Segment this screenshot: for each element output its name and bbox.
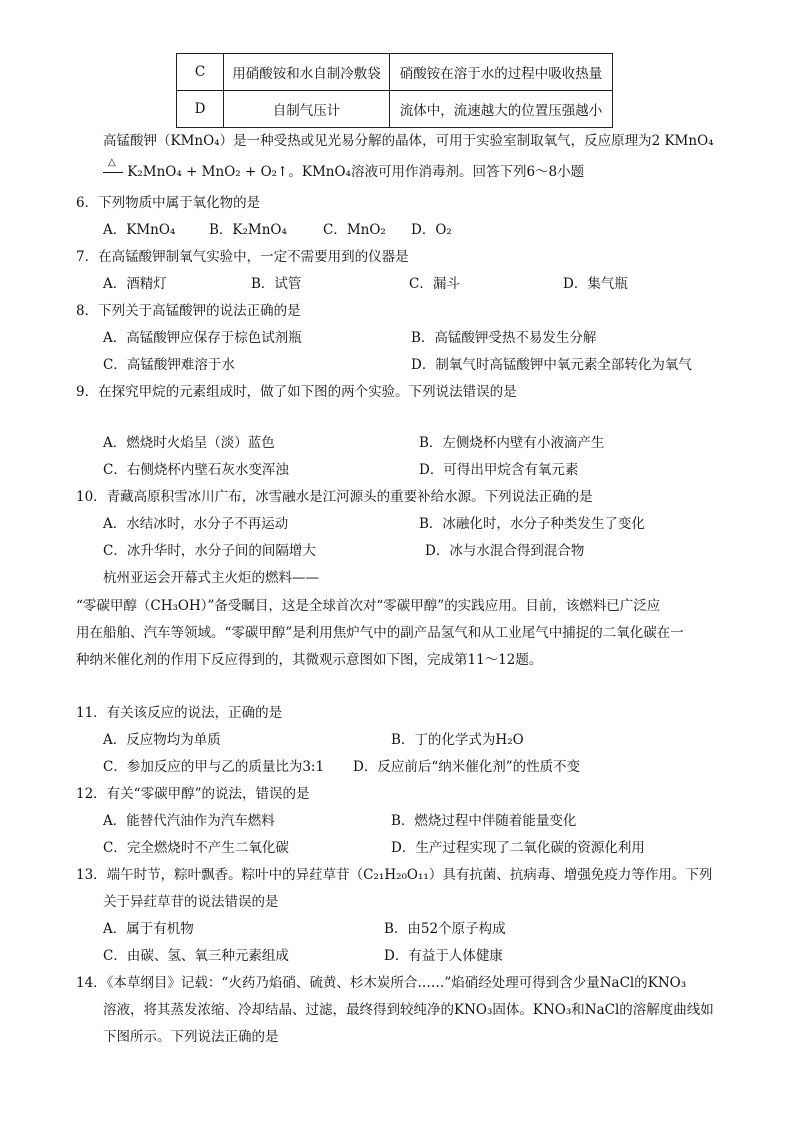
question-9-option-d: D．可得出甲烷含有氧元素 <box>419 462 579 478</box>
question-13-option-a: A．属于有机物 <box>103 921 194 937</box>
question-9-stem: 9．在探究甲烷的元素组成时，做了如下图的两个实验。下列说法错误的是 <box>76 384 517 400</box>
question-7-stem: 7．在高锰酸钾制氧气实验中，一定不需要用到的仪器是 <box>76 249 409 265</box>
table-row <box>177 91 613 128</box>
question-7-option-b: B．试管 <box>251 276 302 292</box>
question-6-option-a: A．KMnO₄ <box>103 222 176 238</box>
question-8-option-a: A．高锰酸钾应保存于棕色试剂瓶 <box>103 330 302 346</box>
question-9-option-c: C．右侧烧杯内壁石灰水变浑浊 <box>103 462 289 478</box>
question-6-option-b: B．K₂MnO₄ <box>209 222 287 238</box>
question-7-option-d: D．集气瓶 <box>563 276 628 292</box>
question-10-option-d: D．冰与水混合得到混合物 <box>425 543 585 559</box>
table-cell-label: C <box>177 54 224 91</box>
heating-condition-mark: △ <box>103 162 123 182</box>
table-cell-item: 用硝酸铵和水自制冷敷袋 <box>224 54 390 91</box>
kmno4-intro-line2-text: K₂MnO₄ + MnO₂ + O₂↑。KMnO₄溶液可用作消毒剂。回答下列6～8小题 <box>127 164 585 180</box>
table-cell-label: D <box>177 91 224 128</box>
table-cell-reason: 流体中，流速越大的位置压强越小 <box>390 91 613 128</box>
question-10-stem: 10．青藏高原积雪冰川广布，冰雪融水是江河源头的重要补给水源。下列说法正确的是 <box>76 489 593 505</box>
question-7-option-a: A．酒精灯 <box>103 276 167 292</box>
question-8-option-c: C．高锰酸钾难溶于水 <box>103 357 235 373</box>
question-8-option-d: D．制氧气时高锰酸钾中氧元素全部转化为氧气 <box>411 357 692 373</box>
question-13-option-b: B．由52个原子构成 <box>384 921 506 937</box>
question-14-stem-line1: 14．《本草纲目》记载：“火药乃焰硝、硫黄、杉木炭所合……”焰硝经处理可得到含少量NaCl的KNO₃ <box>76 975 687 991</box>
question-6-stem: 6．下列物质中属于氧化物的是 <box>76 195 261 211</box>
question-7-option-c: C．漏斗 <box>409 276 460 292</box>
question-14-stem-line3: 下图所示。下列说法正确的是 <box>103 1029 279 1045</box>
question-10-option-b: B．冰融化时，水分子种类发生了变化 <box>419 516 645 532</box>
table-cell-item: 自制气压计 <box>224 91 390 128</box>
question-11-stem: 11．有关该反应的说法，正确的是 <box>76 705 283 721</box>
kmno4-intro-line2 <box>103 157 585 182</box>
question-12-option-b: B．燃烧过程中伴随着能量变化 <box>391 813 577 829</box>
question-10-option-a: A．水结冰时，水分子不再运动 <box>103 516 289 532</box>
table-cell-reason: 硝酸铵在溶于水的过程中吸收热量 <box>390 54 613 91</box>
question-12-stem: 12．有关“零碳甲醇”的说法，错误的是 <box>76 786 310 802</box>
question-12-option-c: C．完全燃烧时不产生二氧化碳 <box>103 840 289 856</box>
question-12-option-a: A．能替代汽油作为汽车燃料 <box>103 813 275 829</box>
question-13-option-c: C．由碳、氢、氧三种元素组成 <box>103 948 289 964</box>
question-13-stem-line1: 13．端午时节，粽叶飘香。粽叶中的异荭草苷（C₂₁H₂₀O₁₁）具有抗菌、抗病毒、增强免疫力等作用。下列 <box>76 867 713 883</box>
question-11-option-d: D．反应前后“纳米催化剂”的性质不变 <box>353 759 581 775</box>
option-table <box>176 53 613 128</box>
question-9-option-a: A．燃烧时火焰呈（淡）蓝色 <box>103 435 275 451</box>
question-13-option-d: D．有益于人体健康 <box>384 948 503 964</box>
question-6-option-d: D．O₂ <box>411 222 452 238</box>
question-11-option-a: A．反应物均为单质 <box>103 732 221 748</box>
kmno4-intro-line1: 高锰酸钾（KMnO₄）是一种受热或见光易分解的晶体，可用于实验室制取氧气，反应原理为2 KMnO₄ <box>103 133 714 149</box>
question-9-option-b: B．左侧烧杯内壁有小液滴产生 <box>419 435 605 451</box>
question-13-stem-line2: 关于异荭草苷的说法错误的是 <box>103 894 279 910</box>
question-8-option-b: B．高锰酸钾受热不易发生分解 <box>411 330 597 346</box>
question-14-stem-line2: 溶液，将其蒸发浓缩、冷却结晶、过滤，最终得到较纯净的KNO₃固体。KNO₃和NaCl的溶解度曲线如 <box>103 1002 714 1018</box>
question-12-option-d: D．生产过程实现了二氧化碳的资源化利用 <box>391 840 645 856</box>
question-11-option-c: C．参加反应的甲与乙的质量比为3:1 <box>103 759 325 775</box>
methanol-intro-line2: “零碳甲醇（CH₃OH）”备受瞩目，这是全球首次对“零碳甲醇”的实践应用。目前，该燃料已广泛应 <box>76 598 661 614</box>
table-row <box>177 54 613 91</box>
question-10-option-c: C．冰升华时，水分子间的间隔增大 <box>103 543 316 559</box>
methanol-intro-line3: 用在船舶、汽车等领域。“零碳甲醇”是利用焦炉气中的副产品氢气和从工业尾气中捕捉的二氧化碳在一 <box>76 625 684 641</box>
methanol-intro-line4: 种纳米催化剂的作用下反应得到的，其微观示意图如下图，完成第11～12题。 <box>76 652 543 668</box>
methanol-intro-line1: 杭州亚运会开幕式主火炬的燃料—— <box>103 570 319 586</box>
question-6-option-c: C．MnO₂ <box>323 222 386 238</box>
question-11-option-b: B．丁的化学式为H₂O <box>391 732 524 748</box>
question-8-stem: 8．下列关于高锰酸钾的说法正确的是 <box>76 303 301 319</box>
